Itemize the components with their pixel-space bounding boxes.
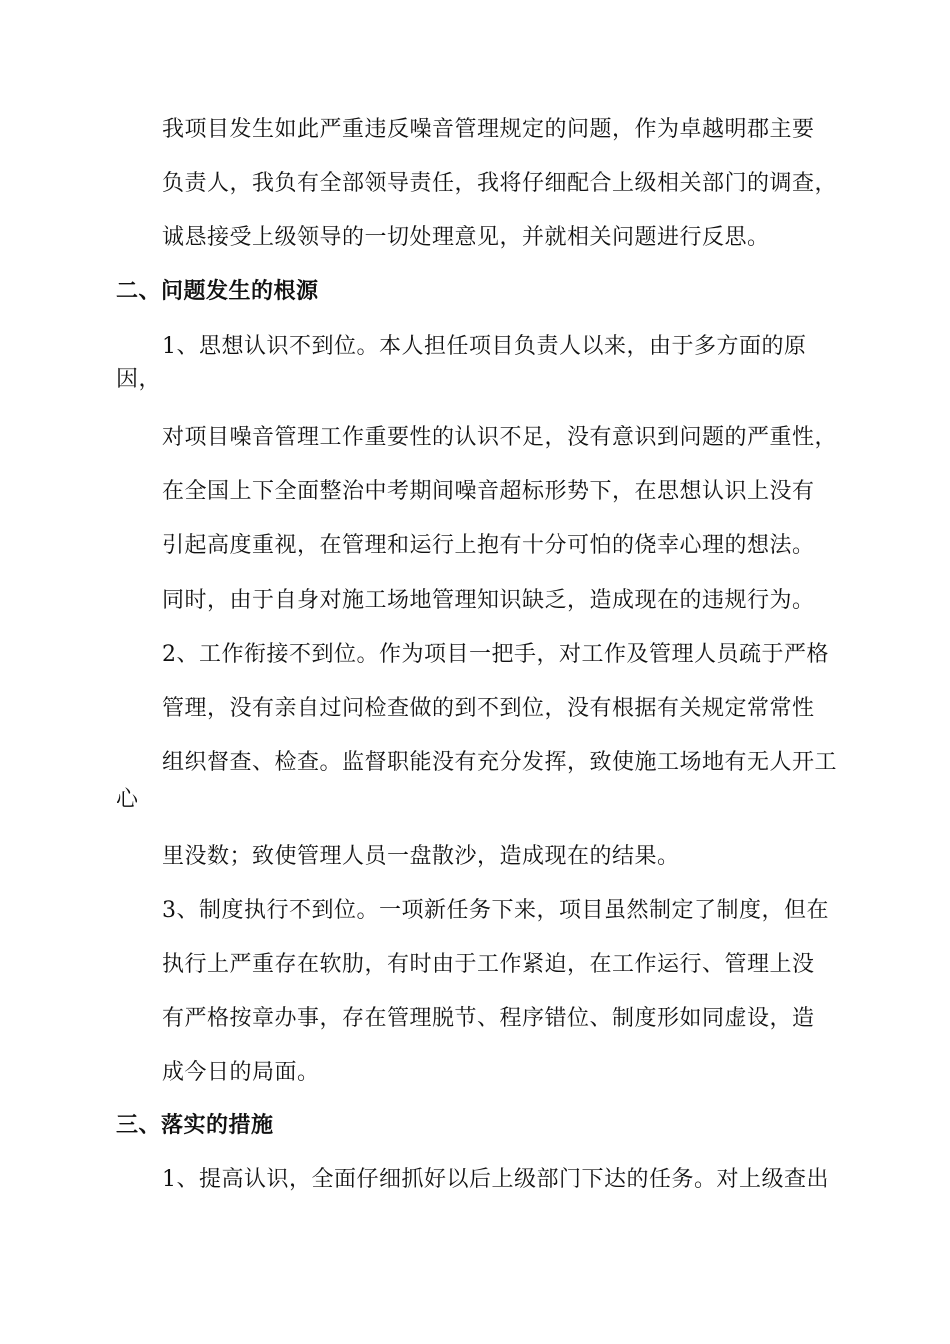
paragraph-line: 成今日的局面。 [162,1060,320,1085]
paragraph-line: 心 [116,787,139,812]
paragraph-line: 对项目噪音管理工作重要性的认识不足，没有意识到问题的严重性， [162,425,838,450]
paragraph-line: 因， [116,367,162,392]
paragraph-line: 执行上严重存在软肋，有时由于工作紧迫，在工作运行、管理上没 [162,952,815,977]
paragraph-line: 在全国上下全面整治中考期间噪音超标形势下，在思想认识上没有 [162,479,815,504]
paragraph-line: 有严格按章办事，存在管理脱节、程序错位、制度形如同虚设，造 [162,1006,815,1031]
paragraph-line: 诚恳接受上级领导的一切处理意见，并就相关问题进行反思。 [162,225,770,250]
paragraph-line: 2、工作衔接不到位。作为项目一把手，对工作及管理人员疏于严格 [162,642,829,667]
paragraph-line: 3、制度执行不到位。一项新任务下来，项目虽然制定了制度，但在 [162,898,829,923]
paragraph-line: 1、思想认识不到位。本人担任项目负责人以来，由于多方面的原 [162,334,807,359]
paragraph-line: 组织督查、检查。监督职能没有充分发挥，致使施工场地有无人开工 [162,750,838,775]
paragraph-line: 我项目发生如此严重违反噪音管理规定的问题，作为卓越明郡主要 [162,117,815,142]
paragraph-line: 里没数；致使管理人员一盘散沙，造成现在的结果。 [162,844,680,869]
section-heading: 三、落实的措施 [116,1113,274,1138]
paragraph-line: 引起高度重视，在管理和运行上抱有十分可怕的侥幸心理的想法。 [162,533,815,558]
paragraph-line: 同时，由于自身对施工场地管理知识缺乏，造成现在的违规行为。 [162,588,815,613]
paragraph-line: 负责人，我负有全部领导责任，我将仔细配合上级相关部门的调查， [162,171,838,196]
paragraph-line: 1、提高认识，全面仔细抓好以后上级部门下达的任务。对上级查出 [162,1167,829,1192]
paragraph-line: 管理，没有亲自过问检查做的到不到位，没有根据有关规定常常性 [162,696,815,721]
section-heading: 二、问题发生的根源 [116,279,319,304]
